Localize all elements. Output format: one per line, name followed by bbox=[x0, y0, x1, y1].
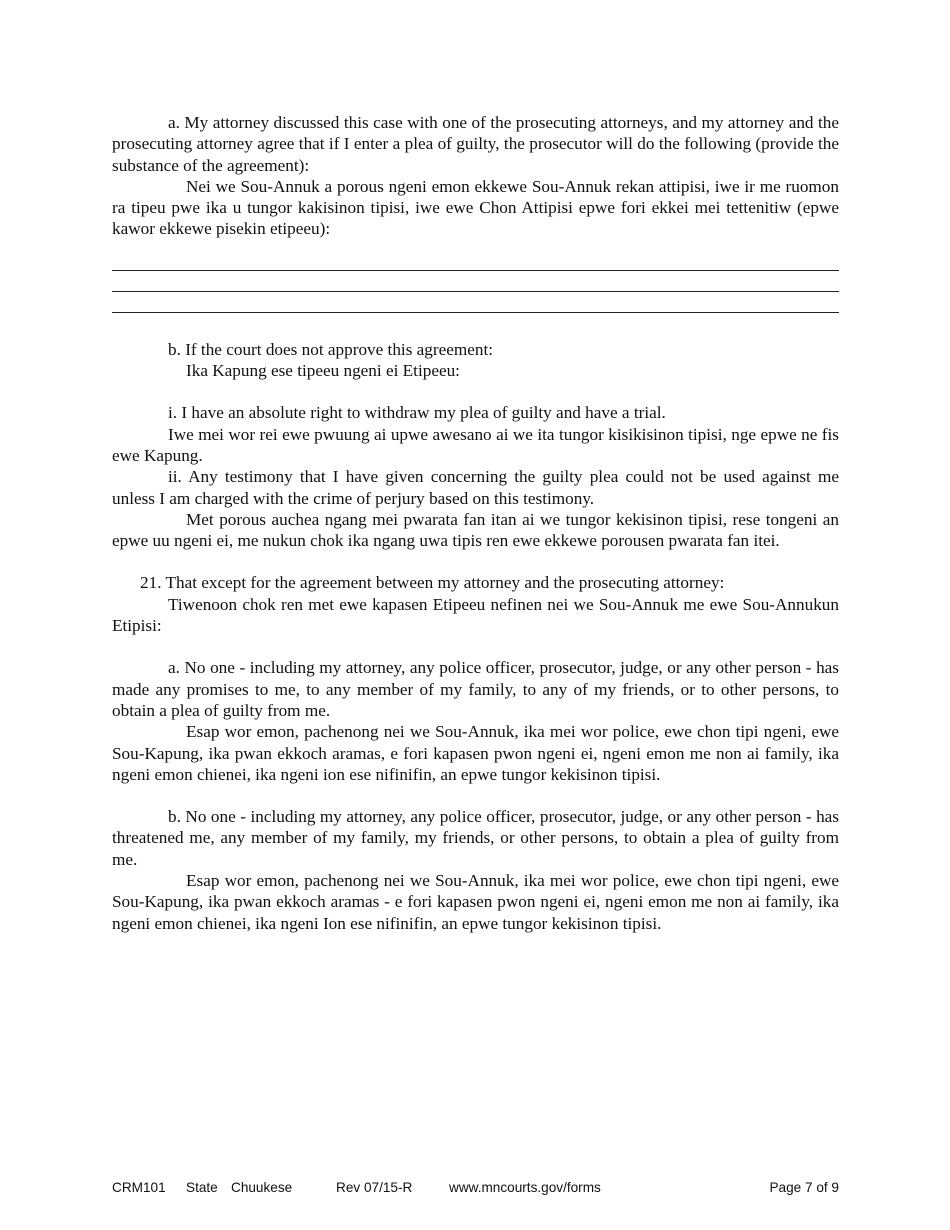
blank-line-2[interactable] bbox=[112, 271, 839, 292]
item-i-english: i. I have an absolute right to withdraw my plea of guilty and have a trial. bbox=[168, 403, 666, 423]
page-footer bbox=[112, 1180, 839, 1198]
blank-line-1[interactable] bbox=[112, 250, 839, 271]
item-21-english: 21. That except for the agreement between my attorney and the prosecuting attorney: bbox=[140, 573, 725, 593]
section-b-chuukese: Ika Kapung ese tipeeu ngeni ei Etipeeu: bbox=[186, 361, 460, 381]
footer-form-code: CRM101 bbox=[112, 1180, 166, 1195]
item-i-chuukese: Iwe mei wor rei ewe pwuung ai upwe awesano ai we ita tungor kisikisinon tipisi, nge epwe ne fis ewe Kapung. bbox=[112, 424, 839, 465]
footer-url-link[interactable]: www.mncourts.gov/forms bbox=[449, 1180, 601, 1195]
footer-revision: Rev 07/15-R bbox=[336, 1180, 413, 1195]
item-21a-english: a. No one - including my attorney, any police officer, prosecutor, judge, or any other person - has made any promises to me, to any member of my family, to any of my friends, or to other persons, to obtain a plea of guilty from me. bbox=[112, 658, 839, 720]
section-a-chuukese: Nei we Sou-Annuk a porous ngeni emon ekkewe Sou-Annuk rekan attipisi, iwe ir me ruomon ra tipeu pwe ika u tungor kakisinon tipisi, iwe ewe Chon Attipisi epwe fori ekkei mei tettenitiw (epwe kawor ekkewe pisekin etipeeu): bbox=[112, 176, 839, 239]
item-21a-chuukese: Esap wor emon, pachenong nei we Sou-Annuk, ika mei wor police, ewe chon tipi ngeni, ewe Sou-Kapung, ika pwan ekkoch aramas, e fori kapasen pwon ngeni ei, ngeni emon me non ai family, ika ngeni emon chienei, ika ngeni ion ese nifinifin, an epwe tungor kekisinon tipisi. bbox=[112, 722, 839, 784]
section-b-english: b. If the court does not approve this agreement: bbox=[168, 339, 494, 359]
footer-page-number: Page 7 of 9 bbox=[769, 1180, 839, 1195]
item-21b-english: b. No one - including my attorney, any police officer, prosecutor, judge, or any other person - has threatened me, any member of my family, my friends, or other persons, to obtain a plea of guilty from me. bbox=[112, 807, 839, 869]
item-ii-english: ii. Any testimony that I have given concerning the guilty plea could not be used against me unless I am charged with the crime of perjury based on this testimony. bbox=[112, 467, 839, 508]
item-21b-chuukese: Esap wor emon, pachenong nei we Sou-Annuk, ika mei wor police, ewe chon tipi ngeni, ewe Sou-Kapung, ika pwan ekkoch aramas - e fori kapasen pwon ngeni ei, ngeni emon me non ai family, ika ngeni emon chienei, ika ngeni Ion ese nifinifin, an epwe tungor kekisinon tipisi. bbox=[112, 871, 839, 933]
item-21-chuukese: Tiwenoon chok ren met ewe kapasen Etipeeu nefinen nei we Sou-Annuk me ewe Sou-Annukun Etipisi: bbox=[112, 594, 839, 636]
footer-language: Chuukese bbox=[231, 1180, 293, 1195]
document-body bbox=[112, 112, 839, 934]
agreement-blank-lines bbox=[112, 250, 839, 313]
footer-state: State bbox=[186, 1180, 218, 1195]
section-a-english: a. My attorney discussed this case with one of the prosecuting attorneys, and my attorney and the prosecuting attorney agree that if I enter a plea of guilty, the prosecutor will do the following (provide the substance of the agreement): bbox=[112, 113, 839, 175]
blank-line-3[interactable] bbox=[112, 292, 839, 313]
item-ii-chuukese: Met porous auchea ngang mei pwarata fan itan ai we tungor kekisinon tipisi, rese tongeni an epwe uu ngeni ei, me nukun chok ika ngang uwa tipis ren ewe ekkewe porousen pwarata fan itei. bbox=[112, 509, 839, 551]
